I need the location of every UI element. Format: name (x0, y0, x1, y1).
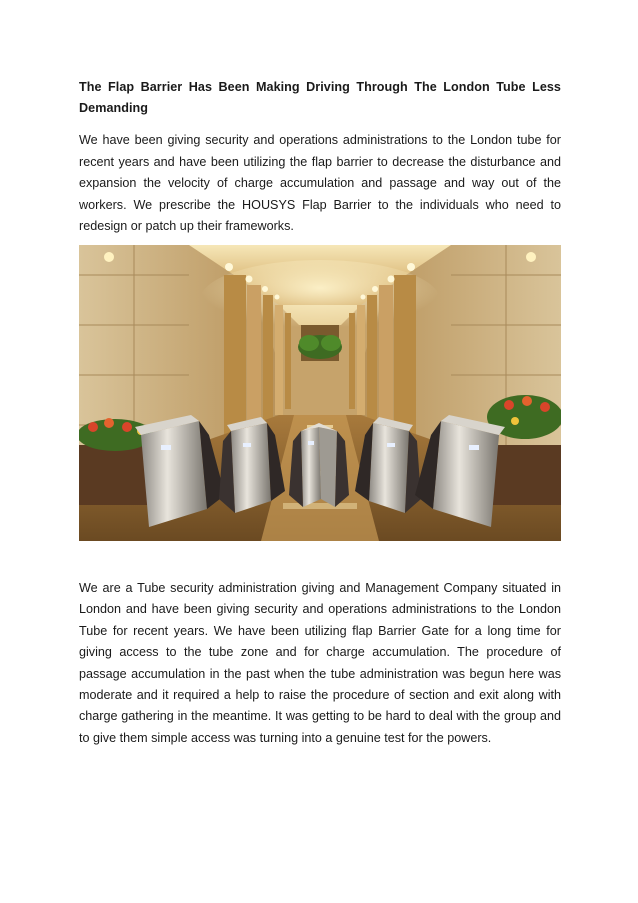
document-title: The Flap Barrier Has Been Making Driving Through The London Tube Less Demanding (79, 80, 561, 115)
intro-paragraph: We have been giving security and operations administrations to the London tube for recent years and have been utilizing the flap barrier to decrease the disturbance and expansion the velocity of charge accumulation and passage and way out of the workers. We prescribe the HOUSYS Flap Barrier to the individuals who need to redesign or patch up their frameworks. (79, 133, 561, 233)
flap-barrier-photo (79, 245, 561, 541)
company-paragraph: We are a Tube security administration giving and Management Company situated in London and have been giving security and operations administrations to the London Tube for recent years. We have been utilizing flap Barrier Gate for a long time for giving access to the tube zone and for charge accumulation. The procedure of passage accumulation in the past when the tube administration was begun here was moderate and it required a help to raise the procedure of section and exit along with charge gathering in the meantime. It was getting to be hard to deal with the group and to give them simple access was turning into a genuine test for the powers. (79, 581, 561, 745)
